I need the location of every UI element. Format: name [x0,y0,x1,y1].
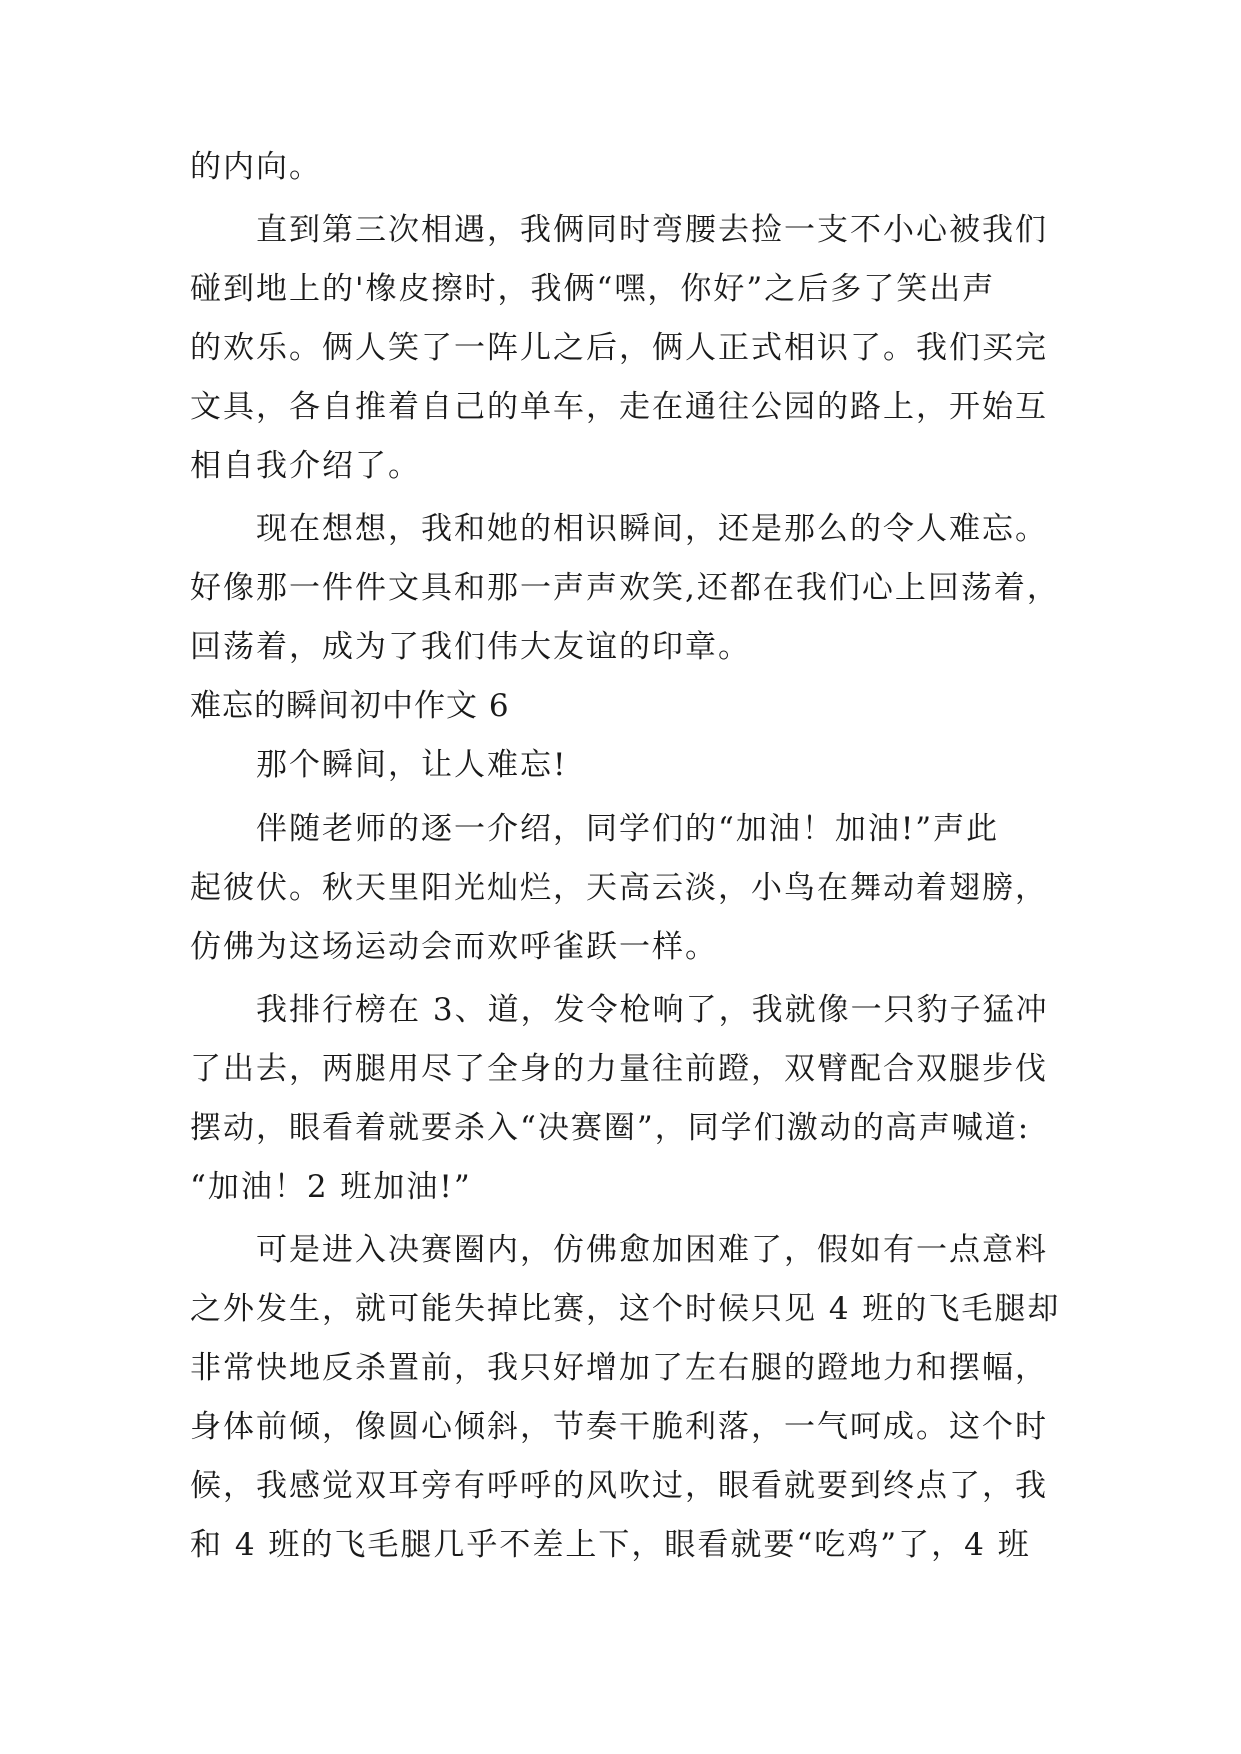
text-line: 回荡着，成为了我们伟大友谊的印章。 [190,629,751,665]
text-line: 相自我介绍了。 [190,448,421,484]
paragraph-start-line: 可是进入决赛圈内，仿佛愈加困难了，假如有一点意料 [256,1232,1048,1268]
text-line: 碰到地上的'橡皮擦时，我俩“嘿，你好”之后多了笑出声 [190,271,996,307]
paragraph-start-line: 现在想想，我和她的相识瞬间，还是那么的令人难忘。 [256,511,1048,547]
text-line: 之外发生，就可能失掉比赛，这个时候只见 4 班的飞毛腿却 [190,1291,1061,1327]
text-line: 文具，各自推着自己的单车，走在通往公园的路上，开始互 [190,389,1048,425]
text-line: 的欢乐。俩人笑了一阵儿之后，俩人正式相识了。我们买完 [190,330,1048,366]
text-line: 起彼伏。秋天里阳光灿烂，天高云淡，小鸟在舞动着翅膀， [190,870,1048,906]
text-line: 候，我感觉双耳旁有呼呼的风吹过，眼看就要到终点了，我 [190,1468,1048,1504]
paragraph-start-line: 直到第三次相遇，我俩同时弯腰去捡一支不小心被我们 [256,212,1048,248]
text-line: 非常快地反杀置前，我只好增加了左右腿的蹬地力和摆幅， [190,1350,1048,1386]
text-line: 了出去，两腿用尽了全身的力量往前蹬，双臂配合双腿步伐 [190,1051,1048,1087]
text-line: 和 4 班的飞毛腿几乎不差上下，眼看就要“吃鸡”了，4 班 [190,1527,1031,1563]
text-line: 仿佛为这场运动会而欢呼雀跃一样。 [190,929,718,965]
section-heading: 难忘的瞬间初中作文 6 [190,688,510,724]
paragraph-start-line: 我排行榜在 3、道，发令枪响了，我就像一只豹子猛冲 [256,992,1049,1028]
paragraph-start-line: 伴随老师的逐一介绍，同学们的“加油！加油!”声此 [256,811,1000,847]
paragraph-start-line: 那个瞬间，让人难忘! [256,747,568,783]
text-line: 的内向。 [190,149,322,185]
text-line: “加油！2 班加油!” [190,1169,472,1205]
text-line: 身体前倾，像圆心倾斜，节奏干脆利落，一气呵成。这个时 [190,1409,1048,1445]
text-line: 好像那一件件文具和那一声声欢笑,还都在我们心上回荡着， [190,570,1060,606]
text-line: 摆动，眼看着就要杀入“决赛圈”，同学们激动的高声喊道: [190,1110,1031,1146]
